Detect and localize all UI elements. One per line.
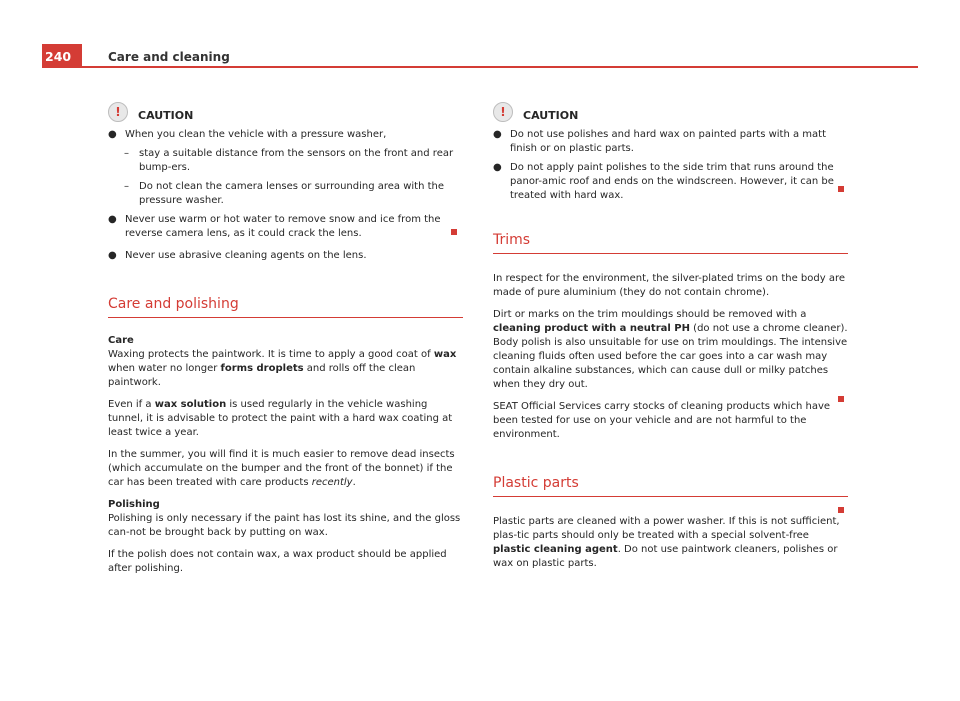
section-title: Care and polishing — [108, 297, 463, 318]
text: is used regularly in the vehicle washing tunnel, it is advisable to protect the paint with a hard wax coating at least twice a year. — [108, 399, 453, 438]
sub-list-item: – stay a suitable distance from the sensors on the front and rear bump-ers. — [124, 148, 454, 173]
bold-text: forms droplets — [220, 363, 304, 374]
list-item-text: Do not apply paint polishes to the side trim that runs around the panor-amic roof and ends on the windscreen. However, it can be treated with hard wax. — [510, 162, 834, 201]
bold-text: cleaning product with a neutral PH — [493, 323, 690, 334]
sub-list-item: – Do not clean the camera lenses or surrounding area with the pressure washer. — [124, 181, 445, 206]
list-item-text: Never use warm or hot water to remove snow and ice from the reverse camera lens, as it could crack the lens. — [125, 214, 441, 239]
list-item-text: Never use abrasive cleaning agents on the lens. — [125, 250, 367, 261]
paragraph — [108, 448, 463, 490]
subheading-care: Care — [108, 335, 134, 346]
section-end-mark — [451, 229, 457, 235]
section-title-plastic: Plastic parts — [493, 476, 848, 497]
paragraph: SEAT Official Services carry stocks of cleaning products which have been tested for use on your vehicle and are not harmful to the environment. — [493, 401, 831, 440]
sub-list-item-text: Do not clean the camera lenses or surrounding area with the pressure washer. — [139, 181, 445, 206]
exclamation-icon: ! — [108, 102, 128, 122]
paragraph: If the polish does not contain wax, a wax product should be applied after polishing. — [108, 549, 447, 574]
text: Dirt or marks on the trim mouldings should be removed with a — [493, 309, 807, 320]
exclamation-icon: ! — [493, 102, 513, 122]
section-end-mark — [838, 186, 844, 192]
caution-label: CAUTION — [523, 109, 579, 122]
subheading-polishing: Polishing — [108, 499, 160, 510]
bold-text: wax solution — [154, 399, 227, 410]
bold-text: plastic cleaning agent — [493, 544, 618, 555]
caution-header — [108, 102, 463, 128]
text: In the summer, you will find it is much easier to remove dead insects (which accumulate on the bumper and the front of the bonnet) if the car has been treated with care products — [108, 449, 455, 488]
caution-header — [493, 102, 848, 128]
list-item: ● Never use warm or hot water to remove snow and ice from the reverse camera lens, as it could crack the lens. — [108, 214, 441, 239]
paragraph — [493, 515, 848, 571]
text: . Do not use paintwork cleaners, polishes or wax on plastic parts. — [493, 544, 838, 569]
right-column — [493, 102, 848, 571]
paragraph — [108, 398, 463, 440]
paragraph: In respect for the environment, the silver-plated trims on the body are made of pure aluminium (they do not contain chrome). — [493, 273, 845, 298]
text: and rolls off the clean paintwork. — [108, 363, 416, 388]
section-title-trims: Trims — [493, 233, 848, 254]
list-item: ● When you clean the vehicle with a pressure washer, — [108, 129, 387, 140]
text: Plastic parts are cleaned with a power washer. If this is not sufficient, plas-tic parts should only be treated with a special solvent-free — [493, 516, 840, 541]
page-header-title: Care and cleaning — [108, 50, 230, 64]
paragraph — [108, 348, 463, 390]
page-number: 240 — [42, 44, 82, 68]
paragraph — [493, 308, 848, 392]
header-rule — [82, 66, 918, 68]
section-end-mark — [838, 507, 844, 513]
list-item-text: Do not use polishes and hard wax on painted parts with a matt finish or on plastic parts. — [510, 129, 827, 154]
text: . — [352, 477, 356, 488]
section-end-mark — [838, 396, 844, 402]
list-item-text: When you clean the vehicle with a pressure washer, — [125, 129, 387, 140]
text: Waxing protects the paintwork. It is time to apply a good coat of — [108, 349, 434, 360]
list-item: ● Do not use polishes and hard wax on painted parts with a matt finish or on plastic parts. — [493, 129, 827, 154]
left-column — [108, 102, 463, 576]
text: (do not use a chrome cleaner). Body polish is also unsuitable for use on trim mouldings. The intensive cleaning fluids often used before the car goes into a car wash may contain alkaline substances, which can cause dull or milky patches when they dry out. — [493, 323, 848, 390]
paragraph: Polishing is only necessary if the paint has lost its shine, and the gloss can-not be brought back by putting on wax. — [108, 513, 461, 538]
bold-text: wax — [433, 349, 457, 360]
text: Even if a — [108, 399, 155, 410]
caution-label: CAUTION — [138, 109, 194, 122]
list-item: ● Never use abrasive cleaning agents on the lens. — [108, 250, 367, 261]
text: when water no longer — [108, 363, 221, 374]
list-item: ● Do not apply paint polishes to the side trim that runs around the panor-amic roof and ends on the windscreen. However, it can be treated with hard wax. — [493, 162, 834, 201]
sub-list-item-text: stay a suitable distance from the sensors on the front and rear bump-ers. — [139, 148, 454, 173]
italic-text: recently — [311, 477, 353, 488]
